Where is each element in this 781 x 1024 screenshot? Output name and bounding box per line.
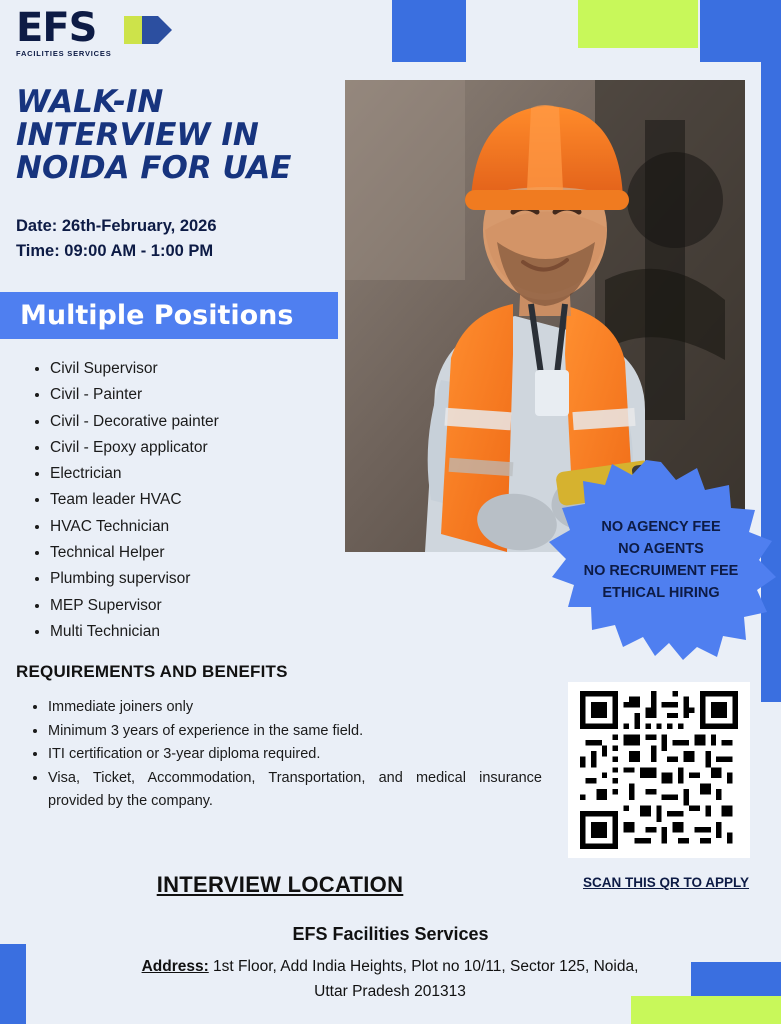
qr-code[interactable] — [568, 682, 750, 858]
address-label: Address: — [141, 958, 209, 975]
list-item: • MEP Supervisor — [50, 593, 340, 619]
badge-line-4: ETHICAL HIRING — [602, 585, 720, 601]
requirements-list — [30, 696, 542, 814]
page-title — [16, 86, 356, 185]
decor-bar-blue-top-right — [700, 0, 781, 62]
address-block — [40, 954, 740, 1004]
list-item: • Team leader HVAC — [50, 487, 340, 513]
qr-code-icon[interactable] — [578, 691, 740, 849]
positions-banner — [0, 292, 338, 339]
event-time: Time: 09:00 AM - 1:00 PM — [16, 242, 214, 260]
badge-line-1: NO AGENCY FEE — [601, 519, 721, 535]
decor-bar-green-top — [578, 0, 698, 48]
efs-logo — [16, 5, 176, 64]
list-item: • Visa, Ticket, Accommodation, Transportation, and medical insurance provided by the company. — [48, 767, 542, 814]
list-item: • Multi Technician — [50, 619, 340, 645]
positions-banner-label: Multiple Positions — [20, 300, 294, 331]
positions-list — [30, 356, 340, 645]
list-item: • Plumbing supervisor — [50, 566, 340, 592]
list-item: • HVAC Technician — [50, 514, 340, 540]
event-date: Date: 26th-February, 2026 — [16, 217, 217, 235]
decor-bar-blue-top — [392, 0, 466, 62]
headline-line-3: NOIDA FOR UAE — [16, 150, 292, 186]
decor-bar-blue-left-bottom — [0, 944, 26, 1024]
headline-line-2: INTERVIEW IN — [16, 117, 259, 153]
arrow-icon — [124, 10, 176, 50]
schedule-block — [16, 214, 217, 264]
badge-line-2: NO AGENTS — [618, 541, 704, 557]
address-line-1: 1st Floor, Add India Heights, Plot no 10/11, Sector 125, Noida, — [208, 958, 639, 975]
qr-caption: SCAN THIS QR TO APPLY — [582, 875, 750, 890]
list-item: • Civil - Painter — [50, 382, 340, 408]
badge-line-3: NO RECRUIMENT FEE — [583, 563, 739, 579]
list-item: • Civil Supervisor — [50, 356, 340, 382]
list-item: • Civil - Epoxy applicator — [50, 435, 340, 461]
requirements-heading: REQUIREMENTS AND BENEFITS — [16, 662, 288, 681]
list-item: • ITI certification or 3-year diploma required. — [48, 743, 542, 767]
company-name: EFS Facilities Services — [292, 924, 489, 944]
no-fee-badge — [545, 460, 777, 660]
list-item: • Civil - Decorative painter — [50, 409, 340, 435]
logo-tagline: FACILITIES SERVICES — [16, 49, 112, 58]
headline-line-1: WALK-IN — [16, 84, 164, 120]
address-line-2: Uttar Pradesh 201313 — [314, 983, 466, 1000]
interview-location-heading: INTERVIEW LOCATION — [156, 872, 404, 897]
list-item: • Minimum 3 years of experience in the same field. — [48, 720, 542, 744]
list-item: • Electrician — [50, 461, 340, 487]
logo-wordmark: EFS — [16, 5, 97, 51]
list-item: • Technical Helper — [50, 540, 340, 566]
no-fee-badge-text — [545, 460, 777, 660]
list-item: • Immediate joiners only — [48, 696, 542, 720]
